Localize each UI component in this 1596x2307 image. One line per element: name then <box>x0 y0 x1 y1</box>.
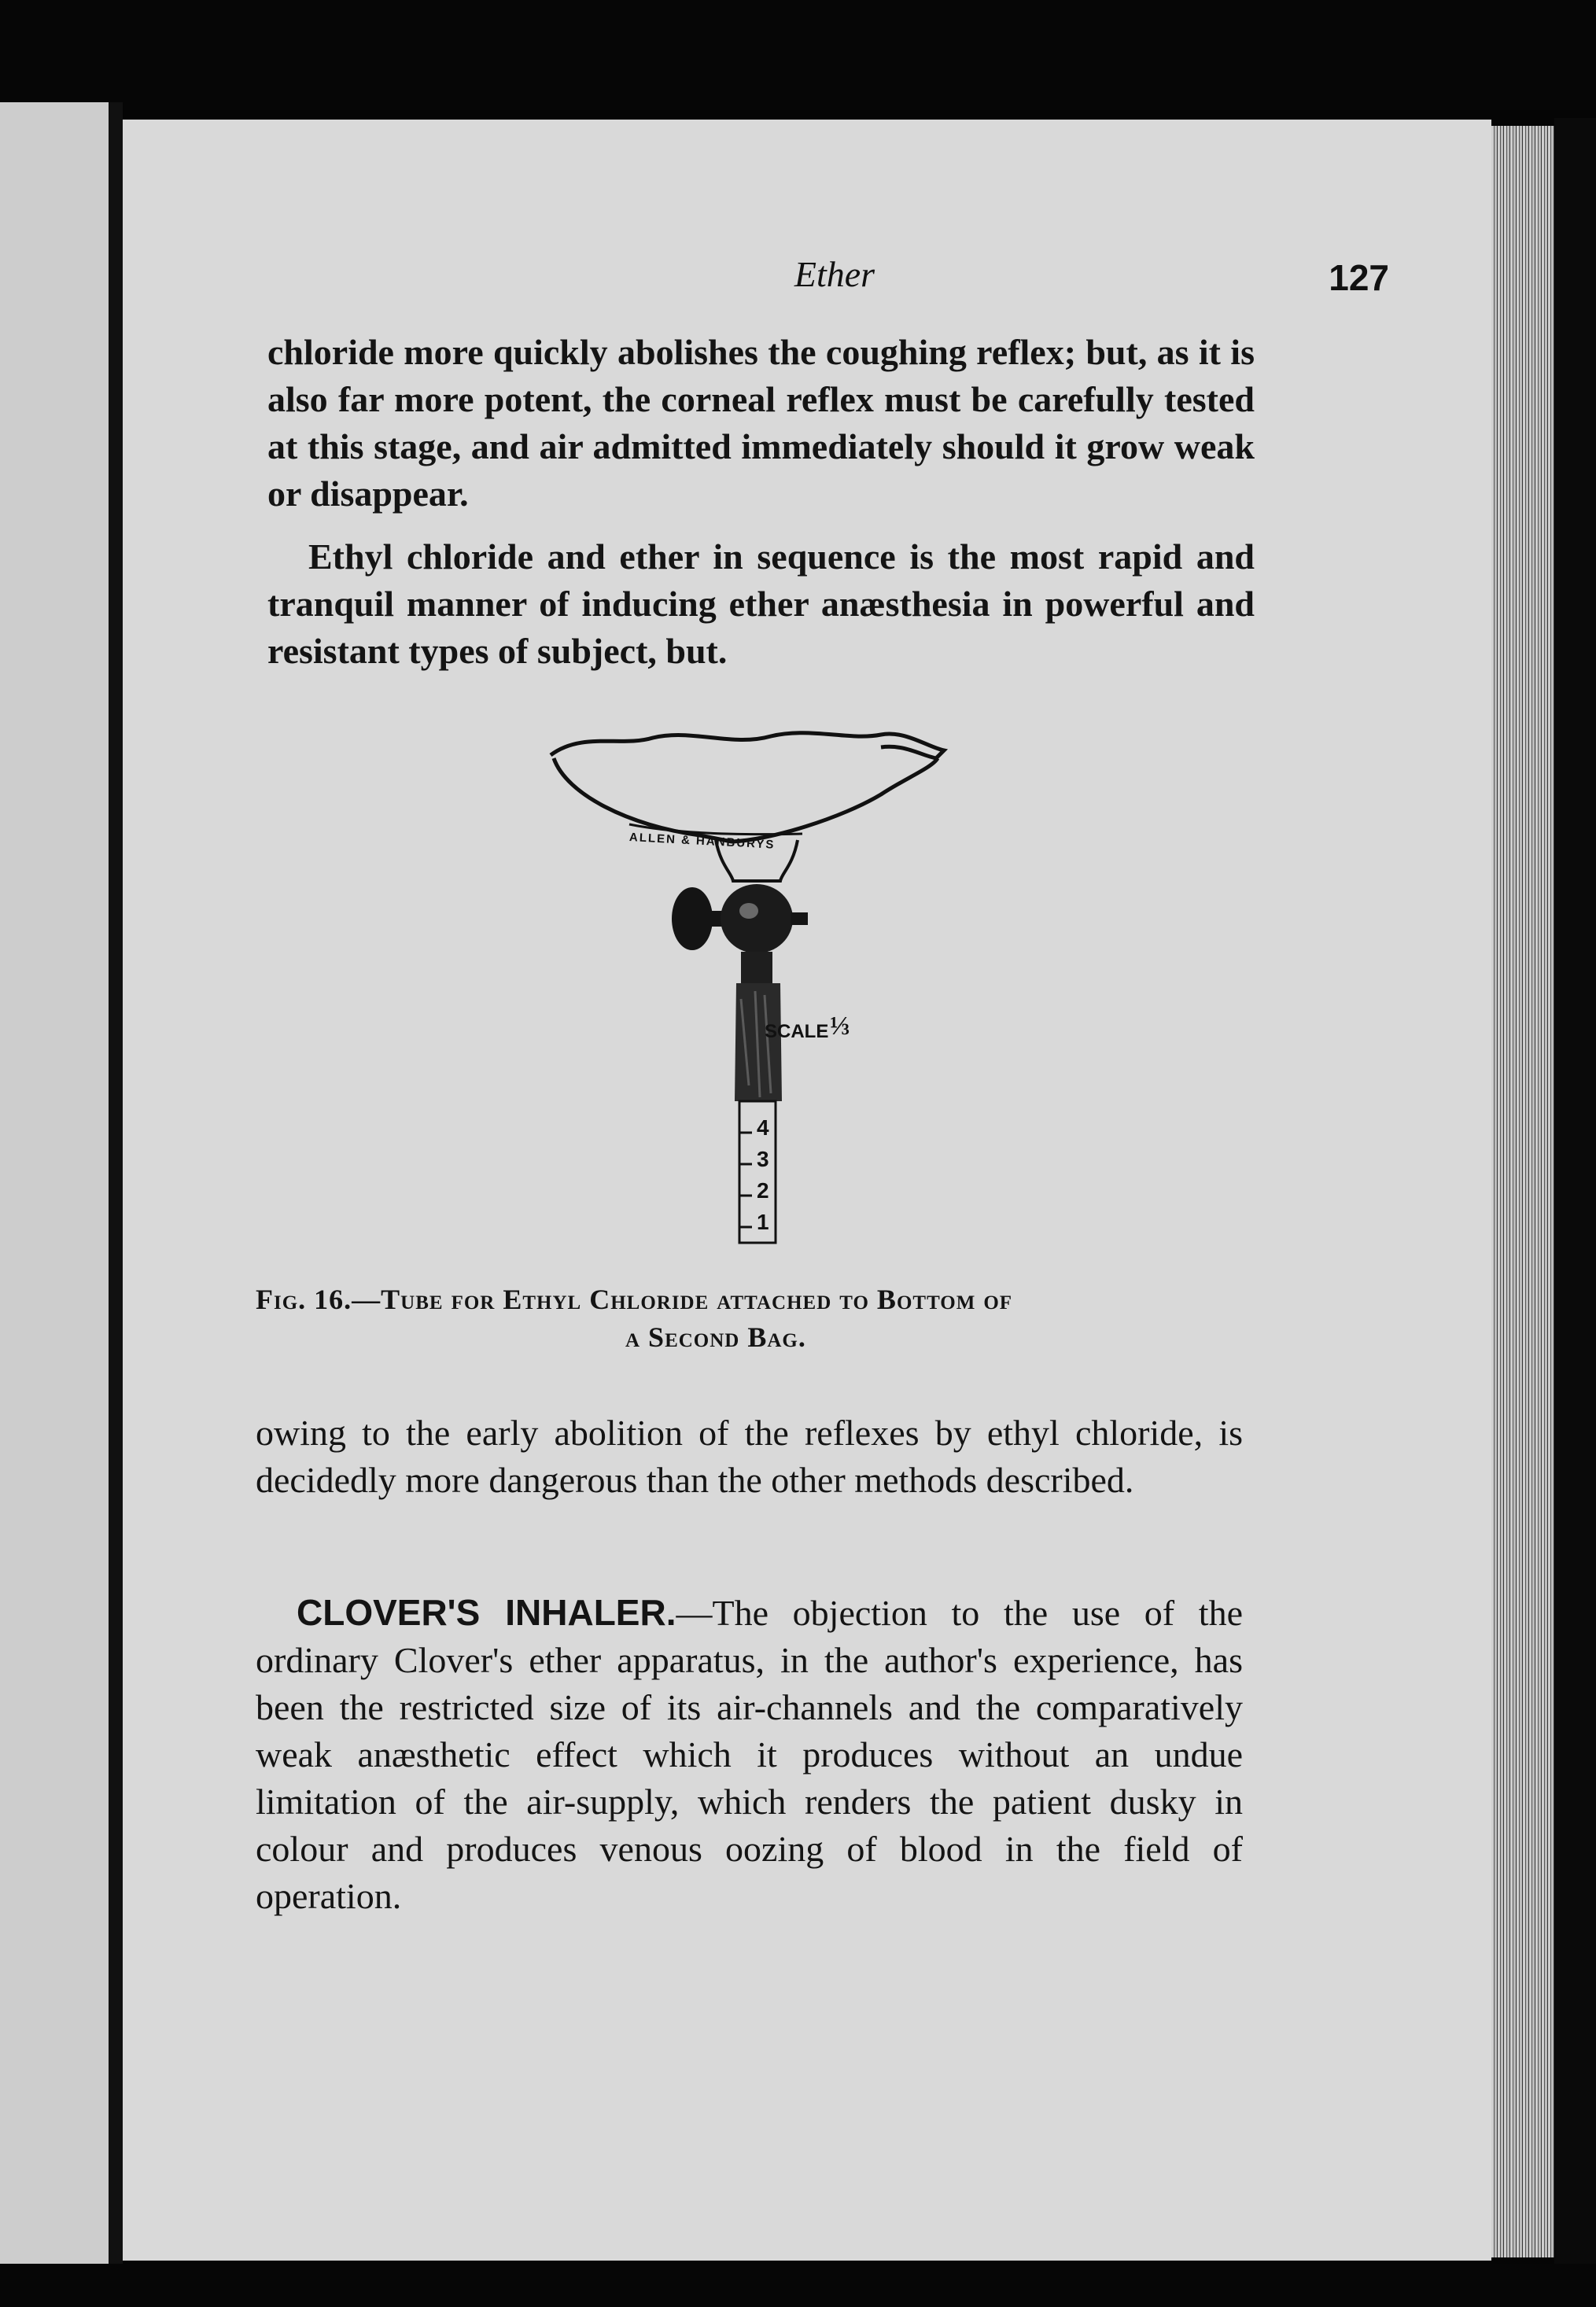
figure-caption <box>256 1281 1259 1356</box>
facing-page-edge <box>0 102 112 2265</box>
paragraph-1: chloride more quickly abolishes the coughing reflex; but, as it is also far more potent, the corneal reflex must be carefully tested at this stage, and air admitted immediately should it grow weak or disappear. <box>267 332 1255 514</box>
running-head <box>123 253 1491 308</box>
paragraph-3: owing to the early abolition of the reflexes by ethyl chloride, is decidedly more dangerous than the other methods described. <box>256 1413 1243 1500</box>
tube-mark: 1 <box>757 1210 769 1234</box>
tube-mark: 3 <box>757 1147 769 1171</box>
ethyl-chloride-tube-illustration <box>535 724 975 1259</box>
caption-line-2: a Second Bag. <box>625 1321 806 1353</box>
page-edges <box>1491 126 1554 2257</box>
scan-border-bottom <box>0 2264 1596 2307</box>
section-heading: CLOVER'S INHALER. <box>297 1592 676 1633</box>
stopcock-body <box>721 884 793 953</box>
caption-line-1: Fig. 16.—Tube for Ethyl Chloride attached to Bottom of <box>256 1284 1013 1315</box>
tube-connector <box>741 952 772 983</box>
scale-fraction: ⅓ <box>830 1012 850 1041</box>
running-title: Ether <box>794 254 875 294</box>
book-spine <box>109 102 123 2265</box>
scale-label: SCALE <box>765 1021 829 1042</box>
tube-mark: 2 <box>757 1178 769 1203</box>
tube-mark: 4 <box>757 1115 769 1140</box>
maker-label: ALLEN & HANBURYS <box>628 831 776 852</box>
paragraph-2: Ethyl chloride and ether in sequence is the most rapid and tranquil manner of inducing ether anæsthesia in powerful and resistant types of subject, but. <box>267 536 1255 671</box>
funnel-rim <box>551 733 944 758</box>
paragraph-4-text: —The objection to the use of the ordinary Clover's ether apparatus, in the author's experience, has been the restricted size of its air-channels and the comparatively weak anæsthetic effect which it produces without an undue limitation of the air-supply, which renders the patient dusky in colour and produces venous oozing of blood in the field of operation. <box>256 1593 1243 1916</box>
scan-border-right <box>1554 118 1596 2265</box>
paragraph-4 <box>256 1589 1243 1920</box>
scan-border-top <box>0 0 1596 110</box>
funnel-body <box>554 758 938 842</box>
page-number: 127 <box>1329 257 1389 298</box>
